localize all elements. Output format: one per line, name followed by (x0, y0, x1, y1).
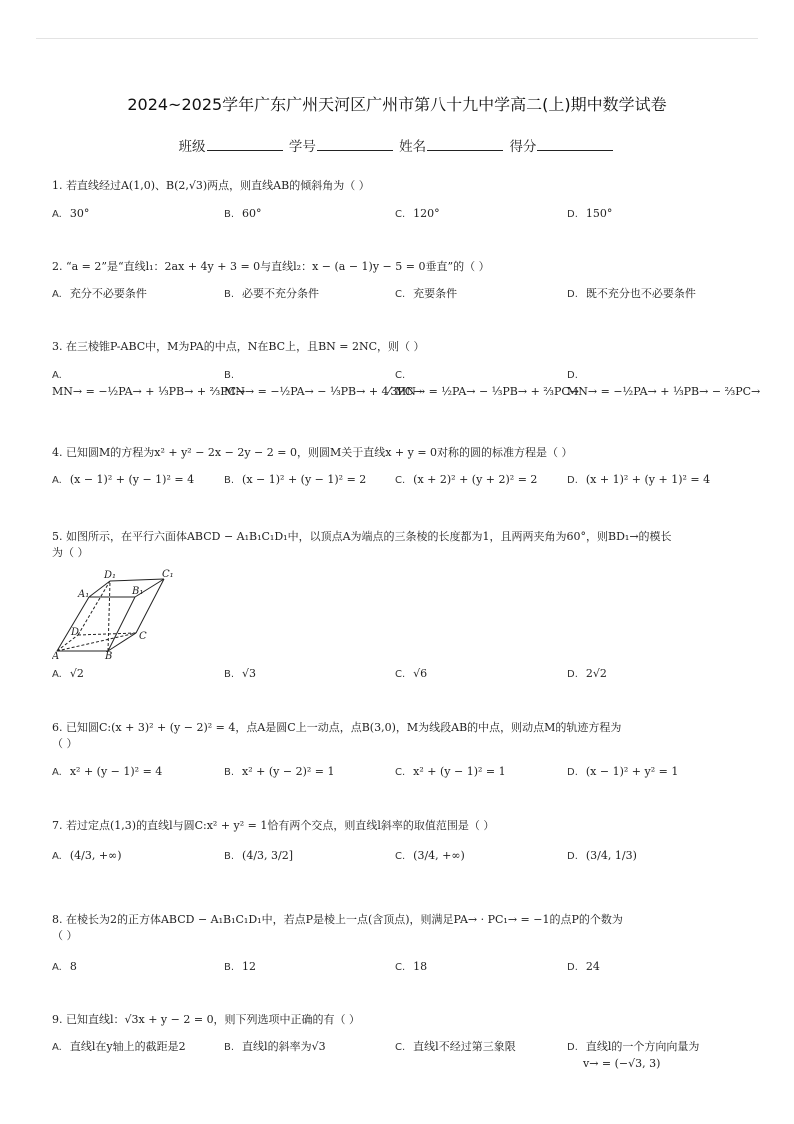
label-b1: B₁ (132, 586, 144, 597)
option-a[interactable]: A. (x − 1)² + (y − 1)² = 4 (52, 473, 195, 486)
question-6 (52, 720, 752, 778)
option-d[interactable]: D. MN→ = −½PA→ + ⅓PB→ − ⅔PC→ (567, 370, 761, 398)
score-field[interactable] (537, 138, 613, 151)
option-a[interactable]: A. x² + (y − 1)² = 4 (52, 765, 163, 778)
option-a[interactable]: A. 8 (52, 960, 77, 973)
option-c[interactable]: C. MN→ = ½PA→ − ⅓PB→ + ⅔PC→ (395, 370, 580, 398)
question-stem-cont: （ ） (52, 929, 78, 942)
question-stem: 1. 若直线经过A(1,0)、B(2,√3)两点，则直线AB的倾斜角为（ ） (52, 179, 370, 192)
question-stem: 6. 已知圆C:(x + 3)² + (y − 2)² = 4，点A是圆C上一动点，点B(3,0)，M为线段AB的中点，则动点M的轨迹方程为 (52, 721, 622, 734)
label-a1: A₁ (78, 589, 90, 600)
option-d-vector: v→ = (−√3, 3) (583, 1057, 661, 1070)
option-d[interactable]: D. 150° (567, 207, 613, 220)
label-d: D (71, 627, 80, 638)
options-row (52, 286, 752, 308)
options-row (52, 1039, 752, 1079)
option-b[interactable]: B. 直线l的斜率为√3 (224, 1040, 326, 1053)
question-stem-cont: （ ） (52, 737, 78, 750)
question-2 (52, 259, 752, 300)
question-3 (52, 339, 761, 398)
option-d[interactable]: D. 直线l的一个方向向量为 v→ = (−√3, 3) (567, 1040, 700, 1070)
options-row (52, 472, 752, 494)
question-4 (52, 445, 752, 486)
question-stem: 3. 在三棱锥P-ABC中，M为PA的中点，N在BC上，且BN = 2NC，则（ ） (52, 340, 425, 353)
option-b[interactable]: B. (4/3, 3/2] (224, 849, 294, 862)
question-7 (52, 818, 752, 862)
number-label: 学号 (288, 139, 316, 155)
number-field[interactable] (317, 138, 393, 151)
option-c[interactable]: C. 充要条件 (395, 287, 458, 300)
option-d[interactable]: D. (3/4, 1/3) (567, 849, 637, 862)
options-row (52, 848, 752, 870)
options-row (52, 666, 752, 688)
question-stem: 2. “a = 2”是“直线l₁：2ax + 4y + 3 = 0与直线l₂：x − (a − 1)y − 5 = 0垂直”的（ ） (52, 260, 490, 273)
option-b[interactable]: B. (x − 1)² + (y − 1)² = 2 (224, 473, 367, 486)
name-field[interactable] (427, 138, 503, 151)
question-stem: 7. 若过定点(1,3)的直线l与圆C:x² + y² = 1恰有两个交点，则直线l斜率的取值范围是（ ） (52, 819, 495, 832)
option-c[interactable]: C. x² + (y − 1)² = 1 (395, 765, 506, 778)
option-b[interactable]: B. 12 (224, 960, 257, 973)
option-d[interactable]: D. 2√2 (567, 667, 607, 680)
class-label: 班级 (178, 139, 206, 155)
question-stem: 5. 如图所示，在平行六面体ABCD − A₁B₁C₁D₁中，以顶点A为端点的三条棱的长度都为1，且两两夹角为60°，则BD₁→的模长 (52, 530, 672, 543)
option-c[interactable]: C. (x + 2)² + (y + 2)² = 2 (395, 473, 538, 486)
label-b: B (105, 651, 113, 659)
question-stem: 8. 在棱长为2的正方体ABCD − A₁B₁C₁D₁中，若点P是棱上一点(含顶点)，则满足PA→ · PC₁→ = −1的点P的个数为 (52, 913, 623, 926)
options-row (52, 764, 752, 786)
options-row (52, 959, 752, 981)
question-9 (52, 1012, 752, 1070)
option-a[interactable]: A. MN→ = −½PA→ + ⅓PB→ + ⅔PC→ (52, 370, 246, 398)
question-stem-cont: 为（ ） (52, 546, 89, 559)
options-row (52, 206, 752, 228)
option-c[interactable]: C. 18 (395, 960, 428, 973)
label-a: A (52, 651, 60, 659)
option-b[interactable]: B. 60° (224, 207, 262, 220)
label-c: C (139, 631, 147, 642)
header-divider (36, 38, 758, 39)
option-b[interactable]: B. MN→ = −½PA→ − ⅓PB→ + 4⁄3PC→ (224, 370, 423, 398)
option-c[interactable]: C. 120° (395, 207, 440, 220)
label-c1: C₁ (162, 569, 174, 580)
option-b[interactable]: B. 必要不充分条件 (224, 287, 320, 300)
option-c[interactable]: C. 直线l不经过第三象限 (395, 1040, 516, 1053)
option-a[interactable]: A. 充分不必要条件 (52, 287, 147, 300)
option-a[interactable]: A. √2 (52, 667, 84, 680)
option-a[interactable]: A. (4/3, +∞) (52, 849, 122, 862)
student-info-line (0, 135, 794, 155)
option-b[interactable]: B. x² + (y − 2)² = 1 (224, 765, 335, 778)
option-b[interactable]: B. √3 (224, 667, 257, 680)
option-d[interactable]: D. (x + 1)² + (y + 1)² = 4 (567, 473, 711, 486)
option-d[interactable]: D. 24 (567, 960, 600, 973)
class-field[interactable] (207, 138, 283, 151)
question-stem: 4. 已知圆M的方程为x² + y² − 2x − 2y − 2 = 0，则圆M关于直线x + y = 0对称的圆的标准方程是（ ） (52, 446, 573, 459)
question-stem: 9. 已知直线l：√3x + y − 2 = 0，则下列选项中正确的有（ ） (52, 1013, 361, 1026)
label-d1: D₁ (104, 570, 117, 581)
options-row (52, 367, 761, 409)
option-a[interactable]: A. 直线l在y轴上的截距是2 (52, 1040, 186, 1053)
question-1 (52, 178, 752, 220)
page-title: 2024~2025学年广东广州天河区广州市第八十九中学高二(上)期中数学试卷 (127, 95, 667, 114)
question-8 (52, 912, 752, 973)
option-d[interactable]: D. (x − 1)² + y² = 1 (567, 765, 679, 778)
option-c[interactable]: C. √6 (395, 667, 428, 680)
question-5 (52, 529, 752, 680)
option-c[interactable]: C. (3/4, +∞) (395, 849, 465, 862)
parallelepiped-figure (52, 567, 182, 659)
option-d[interactable]: D. 既不充分也不必要条件 (567, 287, 696, 300)
score-label: 得分 (509, 139, 537, 155)
name-label: 姓名 (399, 139, 427, 155)
option-a[interactable]: A. 30° (52, 207, 90, 220)
